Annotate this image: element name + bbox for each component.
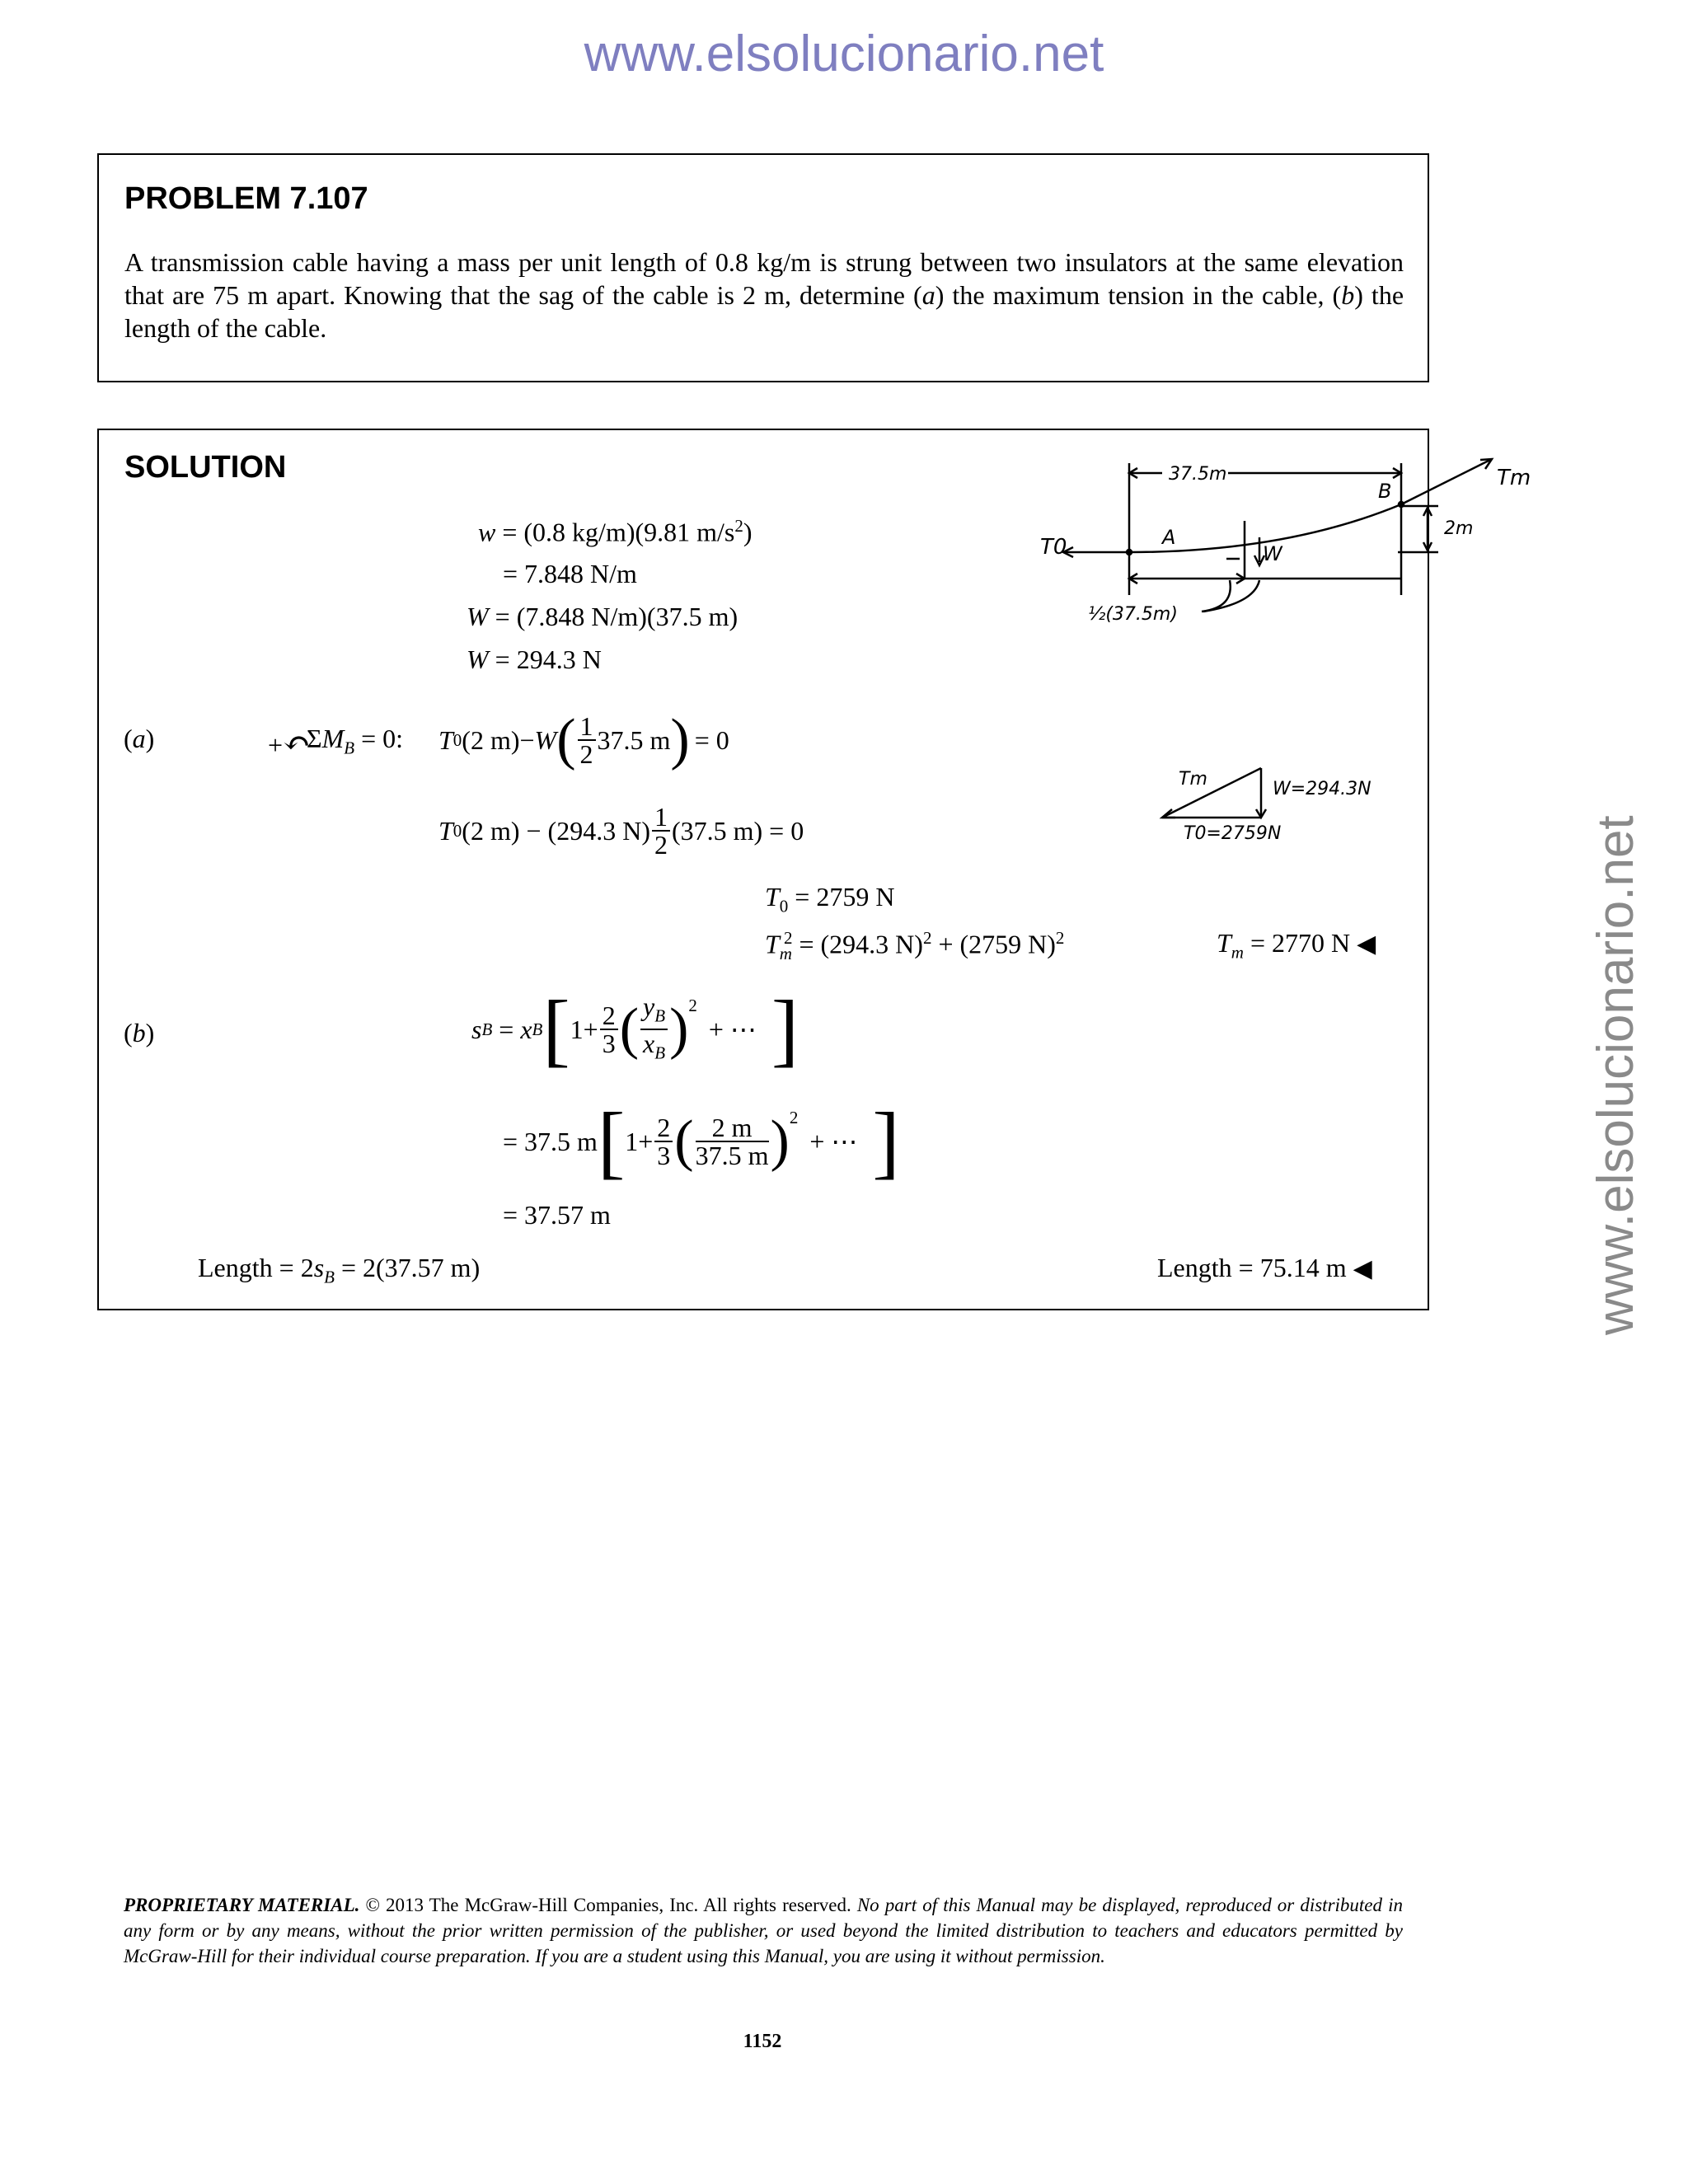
problem-title: PROBLEM 7.107	[124, 181, 368, 216]
eq-w-line2: = 7.848 N/m	[503, 559, 637, 588]
watermark-side: www.elsolucionario.net	[1587, 815, 1644, 1335]
svg-text:Tm: Tm	[1497, 466, 1531, 490]
svg-text:W=294.3N: W=294.3N	[1273, 779, 1372, 799]
eq-W-line2: W = 294.3 N	[467, 644, 602, 674]
svg-text:T0: T0	[1040, 535, 1067, 560]
eq-sb-numeric: = 37.5 m [ 1+ $\frac{2}{3}$ ( $\frac{2 m}{37.5 m}$ ) $^2$ + ⋯ ]	[503, 1095, 900, 1187]
cable-free-body-sketch	[1039, 455, 1533, 653]
svg-text:Tm: Tm	[1179, 769, 1207, 790]
eq-w-line1: w = (0.8 kg/m)(9.81 $m/s^2$)	[478, 516, 753, 547]
solution-box	[97, 429, 1531, 1310]
page-number: 1152	[743, 2031, 782, 2052]
moment-equation: $\Sigma M_B = 0$:	[307, 724, 404, 758]
answer-length: Length = 75.14 m ◀	[1157, 1253, 1372, 1283]
footer-notice: PROPRIETARY MATERIAL. © 2013 The McGraw-Hill Companies, Inc. All rights reserved. No part of this Manual may be displayed, reproduced or distributed in any form or by any means, without the prior written permission of the publisher, or used beyond the limited distribution to teachers and educators permitted by McGraw-Hill for their individual course preparation. If you are a student using this Manual, you are using it without permission.	[124, 1895, 1403, 1966]
svg-text:T0=2759N: T0=2759N	[1184, 823, 1282, 844]
moment-prefix: +↶	[268, 724, 311, 762]
svg-text:2m: 2m	[1444, 518, 1474, 539]
problem-statement: A transmission cable having a mass per unit length of 0.8 kg/m is strung between two insulators at the same elevation that are 75 m apart. Knowing that the sag of the cable is 2 m, determine (a) the maximum tension in the cable, (b) the length of the cable.	[124, 247, 1404, 343]
eq-tm-squared: $T_m^2 = (294.3$ N)$^2$ + (2759 N)$^2$	[765, 928, 1065, 964]
force-triangle-sketch	[1154, 760, 1426, 851]
solution-title: SOLUTION	[124, 450, 287, 485]
answer-tm: $T_m = 2770$ N ◀	[1217, 928, 1376, 963]
eq-t0-result: $T_0 = 2759$ N	[765, 882, 895, 916]
eq-length: Length = $2s_B = 2(37.57$ m)	[198, 1253, 481, 1287]
part-b-label: (b)	[124, 1018, 155, 1047]
eq-moment-balance: T 0 (2 m) − W ( $\frac{1}{2}$ 37.5 m ) = 0	[438, 708, 729, 771]
svg-text:W: W	[1263, 542, 1282, 565]
eq-sb-result: = 37.57 m	[503, 1200, 611, 1230]
watermark-top: www.elsolucionario.net	[584, 26, 1104, 82]
eq-sb-series: s B = x B [ 1+ $\frac{2}{3}$ ( $\frac{y_B}{x_B}$ ) $^2$ + ⋯ ]	[471, 983, 799, 1075]
svg-text:37.5m: 37.5m	[1169, 464, 1227, 485]
problem-box	[97, 153, 1429, 382]
part-a-label: (a)	[124, 724, 155, 753]
svg-text:B: B	[1378, 480, 1392, 503]
svg-text:½(37.5m): ½(37.5m)	[1088, 604, 1178, 625]
eq-W-line1: W = (7.848 N/m)(37.5 m)	[467, 602, 738, 631]
eq-moment-numeric: T 0 (2 m) − (294.3 N) $\frac{1}{2}$ (37.5 m) = 0	[438, 802, 804, 860]
svg-text:A: A	[1162, 526, 1176, 549]
